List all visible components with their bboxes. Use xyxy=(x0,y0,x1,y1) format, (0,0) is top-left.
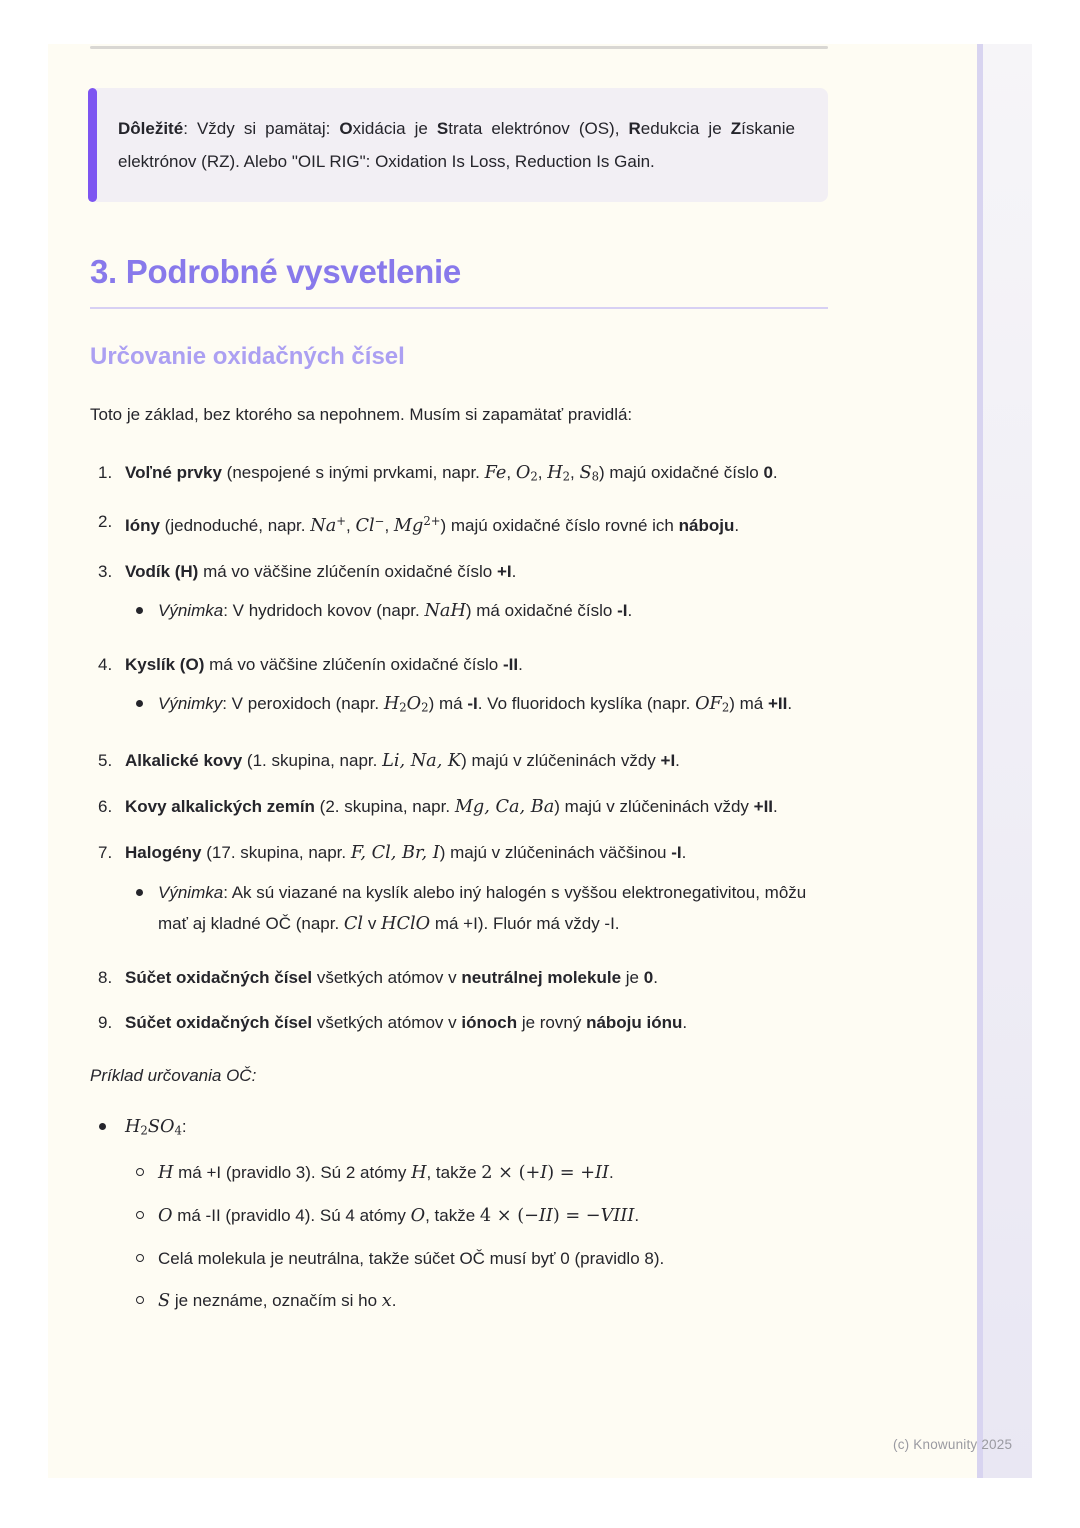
list-item xyxy=(88,649,828,723)
subsection-heading: Určovanie oxidačných čísel xyxy=(90,343,405,370)
list-number: 2. xyxy=(98,512,113,532)
example-label: Príklad určovania OČ: xyxy=(90,1066,257,1086)
list-item-text: Súčet oxidačných čísel všetkých atómov v iónoch je rovný náboju iónu. xyxy=(125,1013,688,1033)
list-item xyxy=(125,1200,828,1232)
bullet-icon xyxy=(136,700,143,707)
callout-accent-bar xyxy=(88,88,97,202)
list-number: 5. xyxy=(98,751,113,771)
list-item xyxy=(88,1007,828,1038)
list-item-text: Kyslík (O) má vo väčšine zlúčenín oxidačné číslo -II. xyxy=(125,655,523,675)
list-item xyxy=(125,1285,828,1317)
exception-sublist xyxy=(125,688,828,723)
rules-list xyxy=(88,457,828,1038)
example-list xyxy=(88,1111,828,1316)
example-steps-sublist xyxy=(125,1157,828,1317)
exception-sublist xyxy=(125,877,828,940)
list-item-text: Súčet oxidačných čísel všetkých atómov v neutrálnej molekule je 0. xyxy=(125,968,658,988)
list-item xyxy=(88,837,828,940)
list-item xyxy=(88,556,828,627)
circle-bullet-icon xyxy=(136,1211,144,1219)
bullet-icon xyxy=(136,607,143,614)
list-item-text: $H_2SO_4$: xyxy=(125,1117,187,1138)
list-number: 8. xyxy=(98,968,113,988)
list-item-text: Výnimka: V hydridoch kovov (napr. NaH) má oxidačné číslo -I. xyxy=(158,601,633,622)
copyright-watermark: (c) Knowunity 2025 xyxy=(893,1437,1013,1452)
list-item-text: Voľné prvky (nespojené s inými prvkami, napr. Fe, $O_2$, $H_2$, $S_8$) majú oxidačné číslo 0. xyxy=(125,463,778,484)
circle-bullet-icon xyxy=(136,1296,144,1304)
list-item-text: Vodík (H) má vo väčšine zlúčenín oxidačné číslo +I. xyxy=(125,562,517,582)
section-heading: 3. Podrobné vysvetlenie xyxy=(90,253,461,290)
list-item-text: Alkalické kovy (1. skupina, napr. Li, Na, K) majú v zlúčeninách vždy +I. xyxy=(125,751,680,772)
list-item-text: Halogény (17. skupina, napr. F, Cl, Br, I) majú v zlúčeninách väčšinou -I. xyxy=(125,843,687,864)
list-item-text: Kovy alkalických zemín (2. skupina, napr. Mg, Ca, Ba) majú v zlúčeninách vždy +II. xyxy=(125,797,778,818)
list-item-text: Výnimka: Ak sú viazané na kyslík alebo iný halogén s vyššou elektronegativitou, môžu mať aj kladné OČ (napr. Cl v HClO má +I). Fluór má vždy -I. xyxy=(158,883,807,935)
section-divider xyxy=(90,307,828,309)
next-page-edge xyxy=(977,44,1032,1478)
circle-bullet-icon xyxy=(136,1254,144,1262)
list-item-text: S je neznáme, označím si ho x. xyxy=(158,1290,397,1311)
bullet-icon xyxy=(136,889,143,896)
list-item xyxy=(125,595,828,627)
list-number: 7. xyxy=(98,843,113,863)
document-page xyxy=(48,44,977,1478)
list-item xyxy=(88,791,828,823)
list-item xyxy=(125,1157,828,1189)
circle-bullet-icon xyxy=(136,1168,144,1176)
list-item xyxy=(88,962,828,993)
list-item xyxy=(125,1243,828,1274)
cutoff-element-edge xyxy=(90,46,828,49)
list-number: 1. xyxy=(98,463,113,482)
list-item-text: Ióny (jednoduché, napr. Na+, Cl−, $Mg^{2+}$) majú oxidačné číslo rovné ich náboju. xyxy=(125,514,740,537)
intro-paragraph: Toto je základ, bez ktorého sa nepohnem. Musím si zapamätať pravidlá: xyxy=(90,405,633,424)
list-item xyxy=(88,506,828,542)
callout-text: Dôležité: Vždy si pamätaj: Oxidácia je Strata elektrónov (OS), Redukcia je Získanie elektrónov (RZ). Alebo "OIL RIG": Oxidation Is Loss, Reduction Is Gain. xyxy=(118,119,795,171)
list-number: 9. xyxy=(98,1013,113,1033)
exception-sublist xyxy=(125,595,828,627)
list-item xyxy=(125,877,828,940)
list-item-text: O má -II (pravidlo 4). Sú 4 atómy O, takže 4 × (−II) = −VIII. xyxy=(158,1205,640,1226)
list-number: 3. xyxy=(98,562,113,582)
list-number: 4. xyxy=(98,655,113,675)
list-number: 6. xyxy=(98,797,113,817)
list-item-text: Výnimky: V peroxidoch (napr. $H_2O_2$) má -I. Vo fluoridoch kyslíka (napr. $OF_2$) má +II. xyxy=(158,694,793,715)
list-item xyxy=(88,1111,828,1316)
list-item-text: H má +I (pravidlo 3). Sú 2 atómy H, takže 2 × (+I) = +II. xyxy=(158,1162,614,1183)
bullet-icon xyxy=(99,1123,106,1130)
list-item-text: Celá molekula je neutrálna, takže súčet OČ musí byť 0 (pravidlo 8). xyxy=(158,1248,665,1268)
important-callout xyxy=(88,88,828,202)
list-item xyxy=(125,688,828,723)
list-item xyxy=(88,745,828,777)
list-item xyxy=(88,457,828,492)
